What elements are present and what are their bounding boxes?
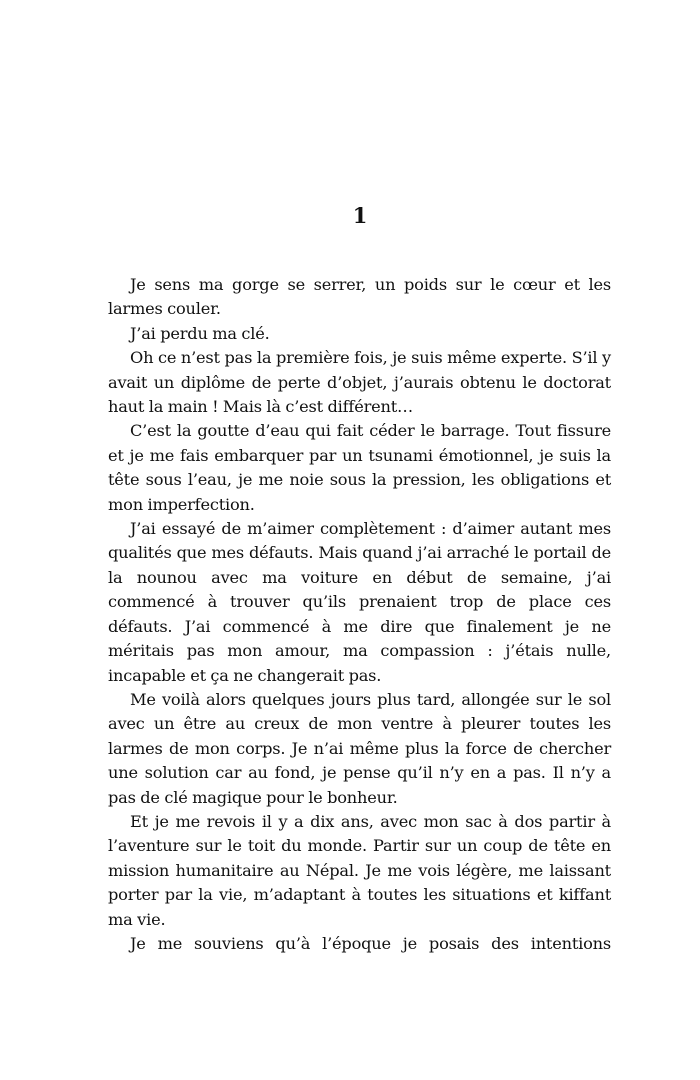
paragraph: Je me souviens qu’à l’époque je posais des intentions — [130, 933, 611, 953]
paragraph: Et je me revois il y a dix ans, avec mon sac à dos partir à l’aventure sur le toit du monde. Partir sur un coup de tête en mission humanitaire au Népal. Je me vois légère, me laissant porter par la vie, m’adaptant à toutes les situations et kiffant ma vie. — [108, 811, 611, 929]
paragraph: Je sens ma gorge se serrer, un poids sur le cœur et les larmes couler. — [108, 275, 611, 319]
paragraph: Oh ce n’est pas la première fois, je suis même experte. S’il y avait un diplôme de perte d’objet, j’aurais obtenu le doctorat haut la main ! Mais là c’est différent… — [108, 348, 611, 417]
chapter-number: 1 — [352, 203, 368, 228]
paragraph: Me voilà alors quelques jours plus tard, allongée sur le sol avec un être au creux de mon ventre à pleurer toutes les larmes de mon corps. Je n’ai même plus la force de chercher une solution car au fond, je pense qu’il n’y en a pas. Il n’y a pas de clé magique pour le bonheur. — [108, 689, 611, 807]
paragraph: J’ai essayé de m’aimer complètement : d’aimer autant mes qualités que mes défauts. Mais quand j’ai arraché le portail de la nounou avec ma voiture en début de semaine, j’ai commencé à trouver qu’ils prenaient trop de place ces défauts. J’ai commencé à me dire que finalement je ne méritais pas mon amour, ma compassion : j’étais nulle, incapable et ça ne changerait pas. — [108, 519, 611, 685]
paragraph: J’ai perdu ma clé. — [130, 323, 270, 343]
chapter-body — [108, 273, 611, 956]
paragraph: C’est la goutte d’eau qui fait céder le barrage. Tout fissure et je me fais embarquer par un tsunami émotionnel, je suis la tête sous l’eau, je me noie sous la pression, les obligations et mon imperfection. — [108, 421, 611, 514]
